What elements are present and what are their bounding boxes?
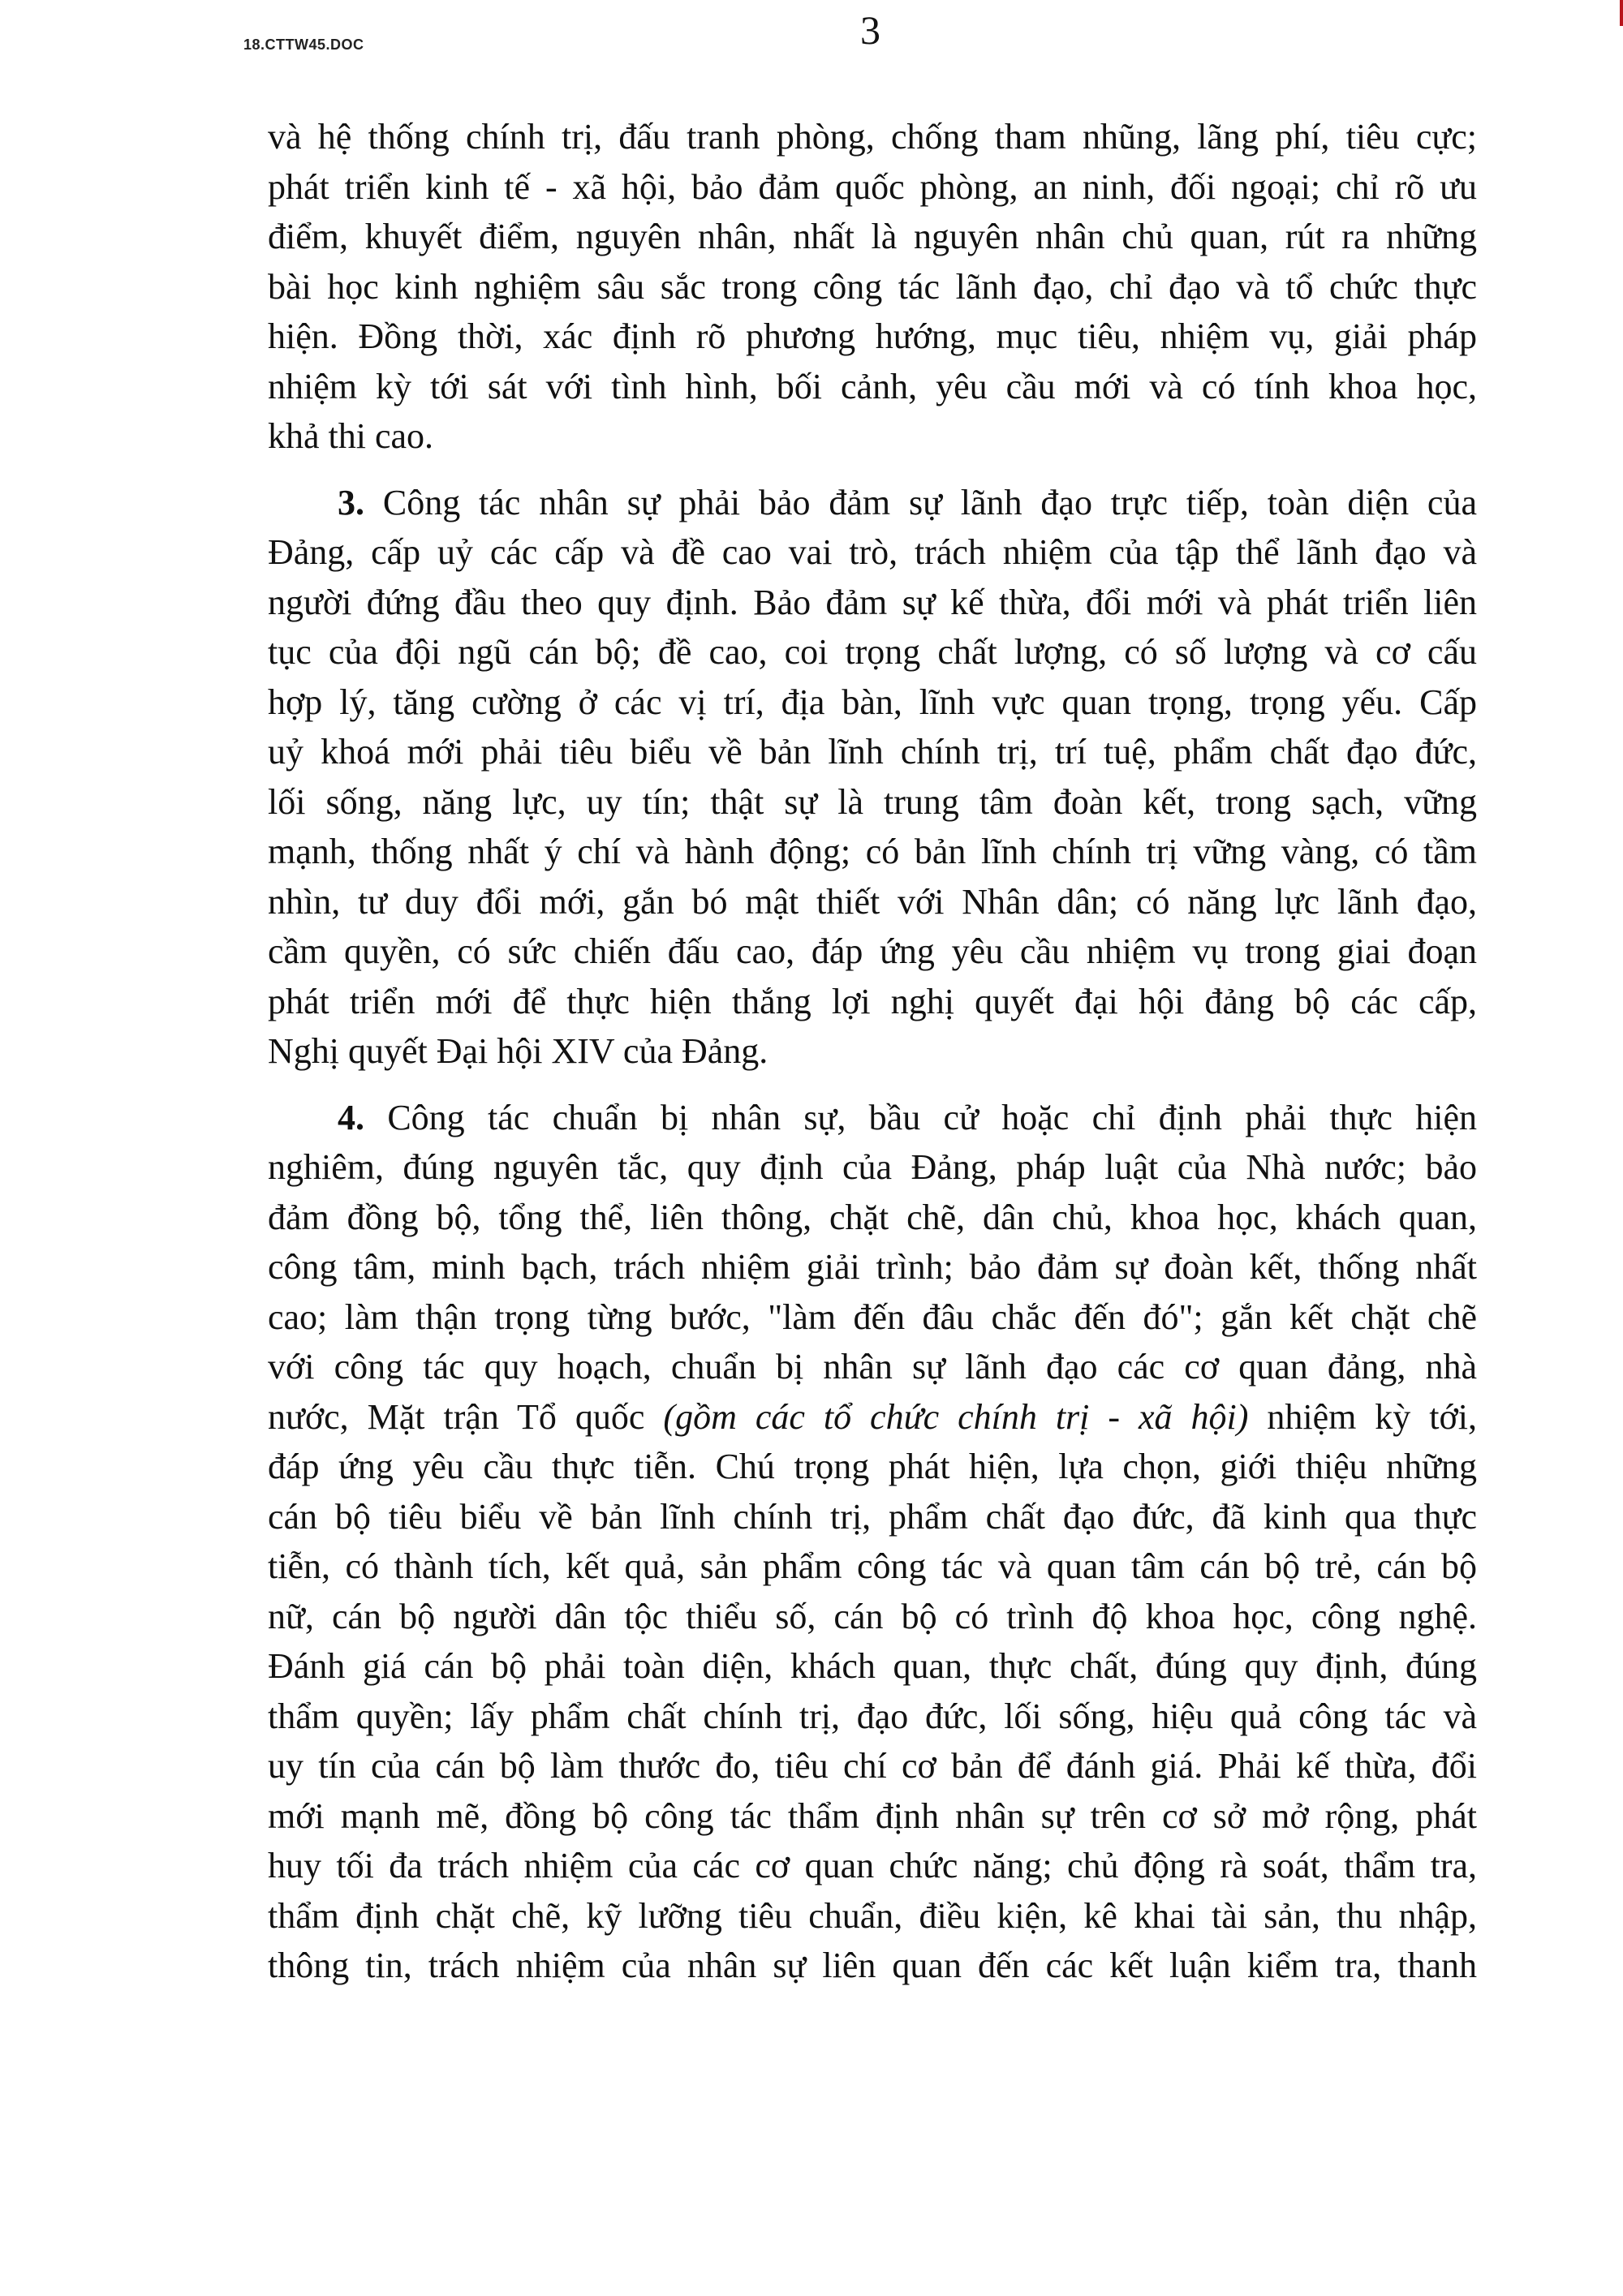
text-line: với công tác quy hoạch, chuẩn bị nhân sự lãnh đạo các cơ quan đảng, nhà [268, 1347, 1477, 1387]
edge-mark [1620, 0, 1623, 26]
text-line: huy tối đa trách nhiệm của các cơ quan chức năng; chủ động rà soát, thẩm tra, [268, 1846, 1477, 1885]
body-text [268, 112, 1477, 1991]
text-line: Nghị quyết Đại hội XIV của Đảng. [268, 1031, 768, 1071]
text-line: thẩm định chặt chẽ, kỹ lưỡng tiêu chuẩn, điều kiện, kê khai tài sản, thu nhập, [268, 1895, 1477, 1936]
page-number: 3 [860, 7, 880, 53]
text-line: cầm quyền, có sức chiến đấu cao, đáp ứng yêu cầu nhiệm vụ trong giai đoạn [268, 931, 1477, 971]
text-line: người đứng đầu theo quy định. Bảo đảm sự kế thừa, đổi mới và phát triển liên [268, 582, 1477, 622]
text-span: nhiệm kỳ tới, [1248, 1396, 1477, 1437]
text-line: phát triển mới để thực hiện thắng lợi nghị quyết đại hội đảng bộ các cấp, [268, 981, 1477, 1021]
text-span: Công tác chuẩn bị nhân sự, bầu cử hoặc chỉ định phải thực hiện [387, 1097, 1478, 1137]
text-line: đảm đồng bộ, tổng thể, liên thông, chặt chẽ, dân chủ, khoa học, khách quan, [268, 1197, 1477, 1237]
text-line: mạnh, thống nhất ý chí và hành động; có bản lĩnh chính trị vững vàng, có tầm [268, 832, 1477, 871]
item-number: 3. [338, 482, 364, 522]
text-line: phát triển kinh tế - xã hội, bảo đảm quốc phòng, an ninh, đối ngoại; chỉ rõ ưu [268, 166, 1477, 207]
text-line: cao; làm thận trọng từng bước, "làm đến đâu chắc đến đó"; gắn kết chặt chẽ [268, 1296, 1477, 1337]
text-line: nhiệm kỳ tới sát với tình hình, bối cảnh, yêu cầu mới và có tính khoa học, [268, 366, 1477, 406]
text-line: bài học kinh nghiệm sâu sắc trong công tác lãnh đạo, chỉ đạo và tổ chức thực [268, 266, 1477, 307]
text-line: Đảng, cấp uỷ các cấp và đề cao vai trò, trách nhiệm của tập thể lãnh đạo và [268, 532, 1477, 572]
text-line [268, 1392, 1477, 1443]
paragraph [268, 112, 1477, 462]
paragraph [268, 1093, 1477, 1991]
text-line: và hệ thống chính trị, đấu tranh phòng, chống tham nhũng, lãng phí, tiêu cực; [268, 117, 1477, 157]
text-span: Công tác nhân sự phải bảo đảm sự lãnh đạo trực tiếp, toàn diện của [382, 482, 1477, 522]
text-line [268, 1093, 1477, 1143]
text-line: thẩm quyền; lấy phẩm chất chính trị, đạo đức, lối sống, hiệu quả công tác và [268, 1696, 1477, 1736]
text-line: mới mạnh mẽ, đồng bộ công tác thẩm định nhân sự trên cơ sở mở rộng, phát [268, 1795, 1477, 1836]
text-line: nữ, cán bộ người dân tộc thiểu số, cán bộ có trình độ khoa học, công nghệ. [268, 1596, 1477, 1636]
text-line: Đánh giá cán bộ phải toàn diện, khách quan, thực chất, đúng quy định, đúng [268, 1646, 1477, 1686]
italic-text: (gồm các tổ chức chính trị - xã hội) [663, 1396, 1249, 1437]
text-line: uỷ khoá mới phải tiêu biểu về bản lĩnh chính trị, trí tuệ, phẩm chất đạo đức, [268, 732, 1477, 772]
item-number: 4. [338, 1097, 364, 1137]
text-span: nước, Mặt trận Tổ quốc [268, 1396, 664, 1437]
text-line: công tâm, minh bạch, trách nhiệm giải trình; bảo đảm sự đoàn kết, thống nhất [268, 1247, 1477, 1287]
paragraph [268, 478, 1477, 1077]
text-line: cán bộ tiêu biểu về bản lĩnh chính trị, phẩm chất đạo đức, đã kinh qua thực [268, 1496, 1477, 1537]
text-line: nghiêm, đúng nguyên tắc, quy định của Đảng, pháp luật của Nhà nước; bảo [268, 1147, 1477, 1187]
text-line: điểm, khuyết điểm, nguyên nhân, nhất là nguyên nhân chủ quan, rút ra những [268, 217, 1477, 256]
text-line: lối sống, năng lực, uy tín; thật sự là trung tâm đoàn kết, trong sạch, vững [268, 781, 1477, 822]
text-line: khả thi cao. [268, 416, 434, 456]
text-line: hiện. Đồng thời, xác định rõ phương hướng, mục tiêu, nhiệm vụ, giải pháp [268, 316, 1477, 356]
file-label: 18.CTTW45.DOC [243, 37, 364, 53]
text-line: uy tín của cán bộ làm thước đo, tiêu chí cơ bản để đánh giá. Phải kế thừa, đổi [268, 1746, 1477, 1786]
text-line [268, 478, 1477, 528]
text-line: tiễn, có thành tích, kết quả, sản phẩm công tác và quan tâm cán bộ trẻ, cán bộ [268, 1546, 1477, 1586]
text-line: hợp lý, tăng cường ở các vị trí, địa bàn, lĩnh vực quan trọng, trọng yếu. Cấp [268, 681, 1477, 722]
text-line: đáp ứng yêu cầu thực tiễn. Chú trọng phát hiện, lựa chọn, giới thiệu những [268, 1447, 1477, 1486]
text-line: nhìn, tư duy đổi mới, gắn bó mật thiết với Nhân dân; có năng lực lãnh đạo, [268, 881, 1477, 922]
text-line: tục của đội ngũ cán bộ; đề cao, coi trọng chất lượng, có số lượng và cơ cấu [268, 632, 1477, 672]
text-line: thông tin, trách nhiệm của nhân sự liên quan đến các kết luận kiểm tra, thanh [268, 1946, 1477, 1985]
